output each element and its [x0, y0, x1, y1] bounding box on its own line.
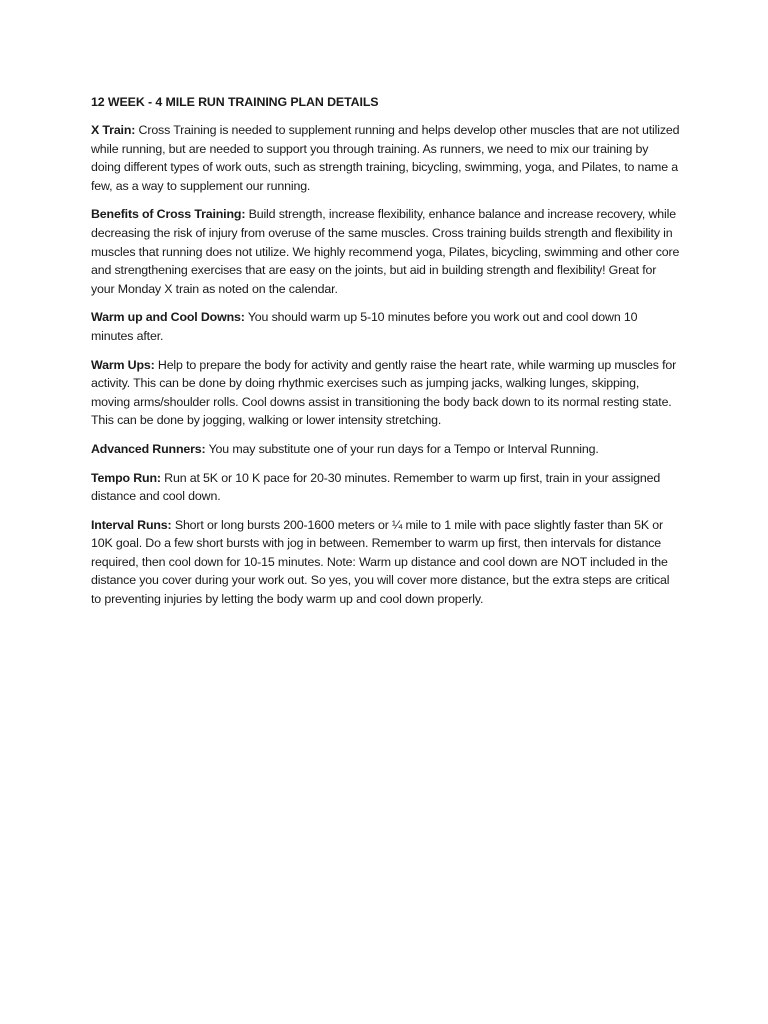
section-text: Run at 5K or 10 K pace for 20-30 minutes. Remember to warm up first, train in your assigned distance and cool down.	[91, 470, 661, 504]
document-page	[91, 93, 681, 619]
section-tempo-run	[91, 469, 681, 506]
section-label: Benefits of Cross Training:	[91, 207, 246, 222]
section-label: X Train:	[91, 123, 136, 137]
section-text: Help to prepare the body for activity and gently raise the heart rate, while warming up muscles for activity. This can be done by doing rhythmic exercises such as jumping jacks, walking lunges, skipping, moving arms/shoulder rolls. Cool downs assist in transitioning the body back down to its normal resting state. This can be done by jogging, walking or lower intensity stretching.	[91, 357, 677, 428]
section-text: You should warm up 5-10 minutes before you work out and cool down 10 minutes after.	[91, 310, 638, 343]
section-label: Advanced Runners:	[91, 441, 206, 456]
section-label: Warm Ups:	[91, 357, 155, 372]
document-title: 12 WEEK - 4 MILE RUN TRAINING PLAN DETAILS	[91, 95, 379, 109]
section-warm-up-cool-downs	[91, 308, 681, 345]
section-interval-runs	[91, 516, 681, 609]
section-text: Cross Training is needed to supplement running and helps develop other muscles that are not utilized while running, but are needed to support you through training. As runners, we need to mix our training by doing different types of work outs, such as strength training, bicycling, swimming, yoga, and Pilates, to name a few, as a way to supplement our running.	[91, 123, 680, 193]
section-label: Warm up and Cool Downs:	[91, 310, 245, 325]
section-label: Tempo Run:	[91, 470, 161, 485]
section-text: You may substitute one of your run days for a Tempo or Interval Running.	[208, 441, 599, 456]
section-benefits-cross-training	[91, 205, 681, 298]
section-advanced-runners	[91, 440, 681, 459]
section-warm-ups	[91, 356, 681, 430]
section-label: Interval Runs:	[91, 517, 172, 532]
section-text: Short or long bursts 200-1600 meters or ¼ mile to 1 mile with pace slightly faster than 5K or 10K goal. Do a few short bursts with jog in between. Remember to warm up first, then intervals for distance required, then cool down for 10-15 minutes. Note: Warm up distance and cool down are NOT included in the distance you cover during your work out. So yes, you will cover more distance, but the extra steps are critical to preventing injuries by letting the body warm up and cool down properly.	[91, 517, 670, 607]
section-x-train	[91, 121, 681, 195]
section-text: Build strength, increase flexibility, enhance balance and increase recovery, while decreasing the risk of injury from overuse of the same muscles. Cross training builds strength and flexibility in muscles that running does not utilize. We highly recommend yoga, Pilates, bicycling, swimming and other core and strengthening exercises that are easy on the joints, but aid in building strength and flexibility! Great for your Monday X train as noted on the calendar.	[91, 207, 680, 296]
